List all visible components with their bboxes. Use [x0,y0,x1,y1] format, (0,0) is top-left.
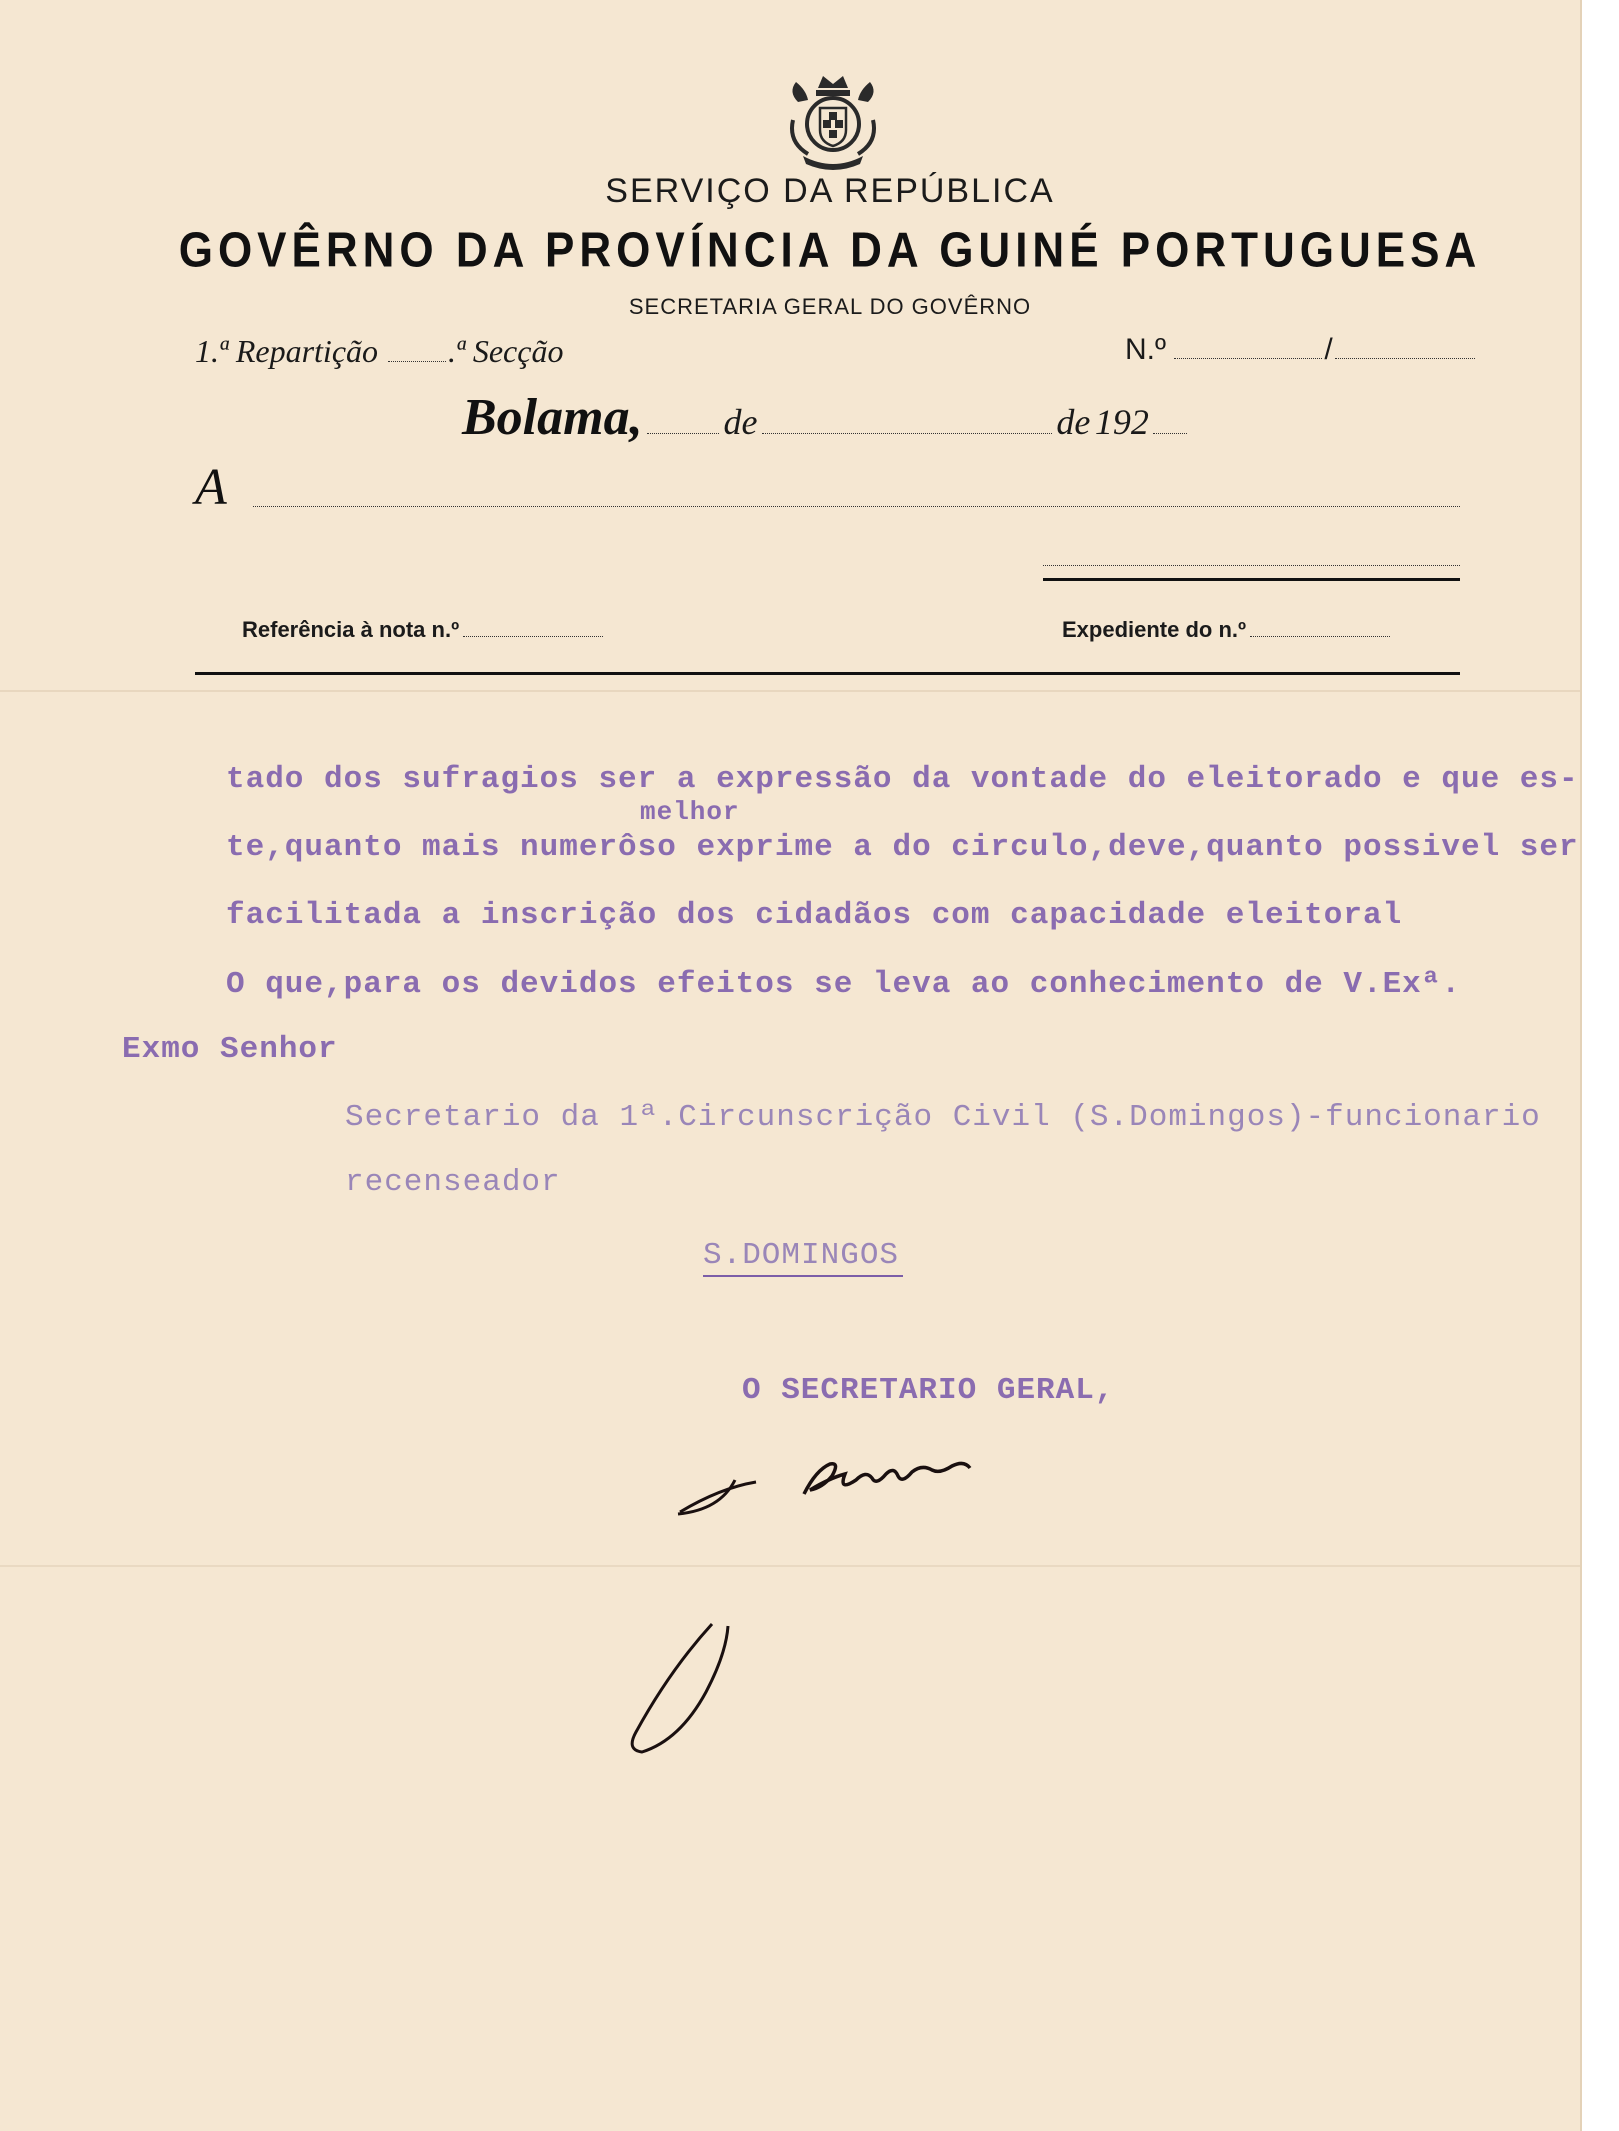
section-label: .ª Secção [448,333,564,369]
body-line-2: te,quanto mais numerôso exprime a do circulo,deve,quanto possivel ser [226,830,1579,865]
reference-field [242,617,603,643]
dispatch-label: Expediente do n.º [1062,617,1247,642]
government-heading: GOVÊRNO DA PROVÍNCIA DA GUINÉ PORTUGUESA [178,223,1482,278]
coat-of-arms-emblem [778,72,888,172]
day-blank [647,433,719,434]
addressee-blank-2 [1043,565,1460,566]
repartition-field [195,333,563,370]
header-rule [195,672,1460,675]
service-heading: SERVIÇO DA REPÚBLICA [605,172,1055,210]
number-slash: / [1324,333,1333,366]
reference-blank [463,636,603,637]
de-label-1: de [723,402,758,442]
dispatch-blank [1250,636,1390,637]
closing-title: O SECRETARIO GERAL, [742,1373,1115,1408]
number-label: N.º [1125,333,1166,366]
salutation: Exmo Senhor [122,1032,338,1067]
number-year-blank [1335,358,1475,359]
addressee-rule [1043,578,1460,581]
signature [560,1440,1080,1780]
de-label-2: de [1056,402,1091,442]
body-line-1: tado dos sufragios ser a expressão da vontade do eleitorado e que es- [226,762,1579,797]
number-blank [1174,358,1322,359]
addressee-line-1: Secretario da 1ª.Circunscrição Civil (S.Domingos)-funcionario [345,1100,1541,1135]
repartition-label: 1.ª Repartição [195,333,379,369]
month-blank [762,433,1052,434]
date-line [462,388,1187,447]
body-line-3: facilitada a inscrição dos cidadãos com capacidade eleitoral [226,898,1403,933]
section-blank [388,361,446,362]
addressee-blank [253,506,1460,507]
dispatch-field [1062,617,1390,643]
addressee-field [195,458,1460,517]
year-prefix: 192 [1094,402,1149,442]
addressee-line-2: recenseador [345,1165,561,1200]
reference-label: Referência à nota n.º [242,617,460,642]
body-insert: melhor [640,797,740,827]
number-field [1125,333,1475,367]
addressee-place: S.DOMINGOS [703,1238,900,1273]
secretariat-heading: SECRETARIA GERAL DO GOVÊRNO [628,294,1032,319]
body-line-4: O que,para os devidos efeitos se leva ao conhecimento de V.Exª. [226,967,1461,1002]
place-label: Bolama, [462,389,643,446]
year-blank [1153,433,1187,434]
addressee-place-underline [703,1275,903,1277]
addressee-label: A [195,459,227,516]
